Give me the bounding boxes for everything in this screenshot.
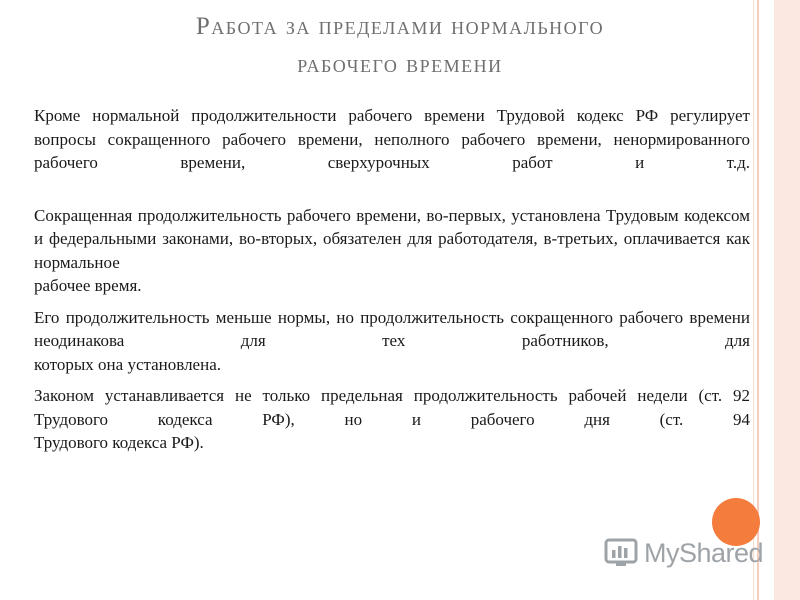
paragraph-4-tail: Трудового кодекса РФ). xyxy=(34,433,204,452)
paragraph-1-text: Кроме нормальной продолжительности рабочего времени Трудовой кодекс РФ регулирует вопросы сокращенного рабочего времени, неполного рабочего времени, ненормированного рабочего времени, сверхурочных работ и т.д. xyxy=(34,106,750,172)
paragraph-4 xyxy=(34,384,750,455)
paragraph-1 xyxy=(34,104,750,175)
decorative-side-band xyxy=(774,0,800,600)
myshared-watermark-text: MyShared xyxy=(644,537,764,568)
paragraph-4-text: Законом устанавливается не только предельная продолжительность рабочей недели (ст. 92 Трудового кодекса РФ), но и рабочего дня (ст. 94 xyxy=(34,386,750,429)
paragraph-2-text: Сокращенная продолжительность рабочего времени, во-первых, установлена Трудовым кодексом и федеральными законами, во-вторых, обязателен для работодателя, в-третьих, оплачивается как нормальное xyxy=(34,205,750,272)
slide-title xyxy=(120,8,680,84)
myshared-watermark xyxy=(604,536,763,570)
slide-title-line-2: рабочего времени xyxy=(297,51,503,78)
myshared-logo-icon xyxy=(604,538,638,568)
paragraph-2 xyxy=(34,204,750,298)
paragraph-3 xyxy=(34,306,750,377)
slide-body xyxy=(34,104,750,463)
slide-title-line-1: Работа за пределами нормального xyxy=(195,13,605,40)
paragraph-3-tail: которых она установлена. xyxy=(34,354,221,374)
paragraph-2-tail: рабочее время. xyxy=(34,276,142,295)
paragraph-3-text: Его продолжительность меньше нормы, но продолжительность сокращенного рабочего времени неодинакова для тех работников, для xyxy=(34,307,750,350)
